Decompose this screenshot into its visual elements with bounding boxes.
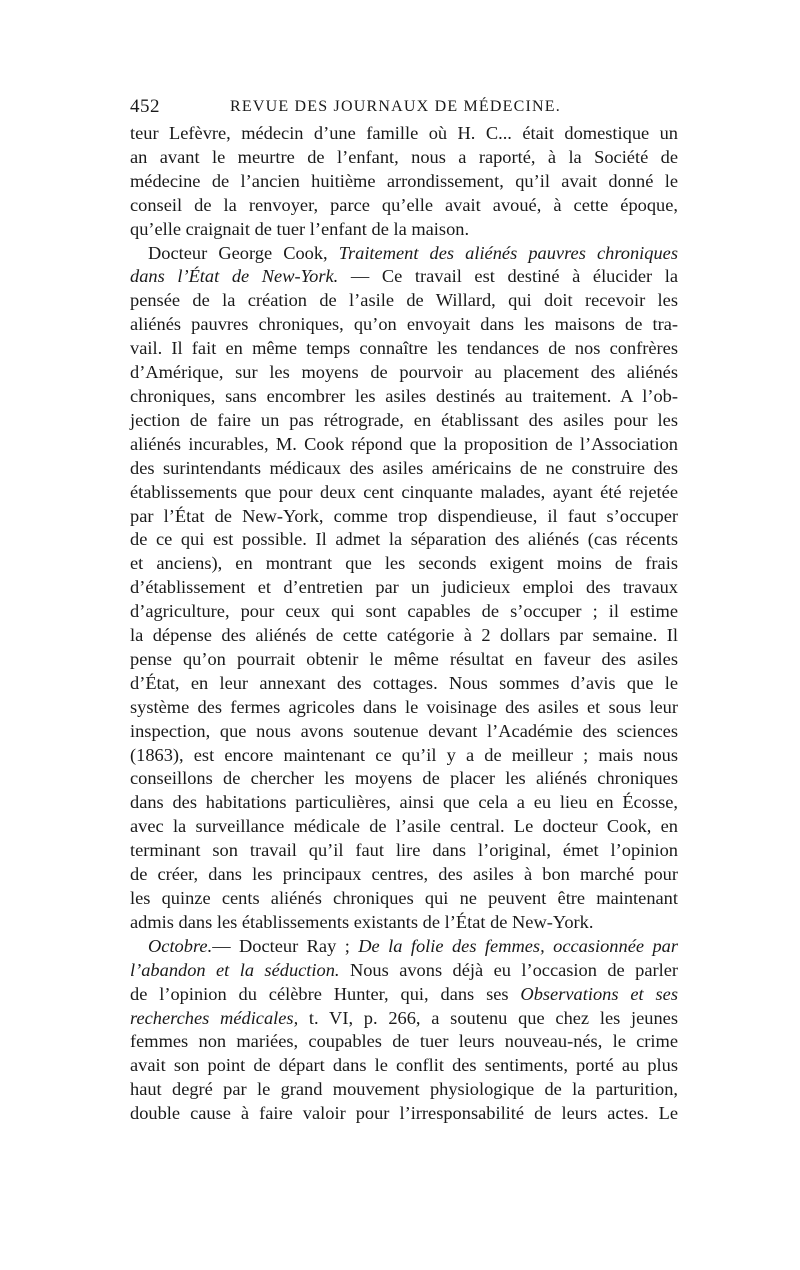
text-segment: de créer, dans les principaux centres, des asiles à bon marché pour	[130, 864, 678, 885]
text-line	[130, 839, 678, 863]
text-segment: d’agriculture, pour ceux qui sont capables de s’occuper ; il estime	[130, 601, 678, 622]
text-line	[130, 887, 678, 911]
text-line	[130, 959, 678, 983]
text-segment: la dépense des aliénés de cette catégorie à 2 dollars par semaine. Il	[130, 625, 678, 646]
text-line	[130, 433, 678, 457]
text-segment: haut degré par le grand mouvement physiologique de la parturition,	[130, 1079, 678, 1100]
text-line	[130, 457, 678, 481]
text-segment: Docteur George Cook,	[148, 242, 339, 263]
text-segment: d’Amérique, sur les moyens de pourvoir au placement des aliénés	[130, 362, 678, 383]
text-line	[130, 863, 678, 887]
text-segment: des surintendants médicaux des asiles américains de ne construire des	[130, 457, 678, 478]
text-line	[130, 242, 678, 266]
text-segment: par l’État de New-York, comme trop dispendieuse, il faut s’occuper	[130, 505, 678, 526]
text-segment: de l’opinion du célèbre Hunter, qui, dans ses	[130, 983, 521, 1004]
italic-text: Octobre.	[148, 935, 213, 956]
text-line	[130, 911, 678, 935]
italic-text: Traitement des aliénés pauvres chroniques	[338, 242, 679, 263]
text-segment: admis dans les établissements existants de l’État de New-York.	[130, 911, 594, 932]
text-segment: t. VI, p. 266, a soutenu que chez les jeunes	[298, 1007, 678, 1028]
text-segment: — Ce travail est destiné à élucider la	[338, 266, 678, 287]
text-segment: et anciens), en montrant que les seconds exigent moins de frais	[130, 553, 678, 574]
text-segment: aliénés pauvres chroniques, qu’on envoyait dans les maisons de tra-	[130, 314, 678, 335]
text-line	[130, 791, 678, 815]
text-segment: an avant le meurtre de l’enfant, nous a raporté, à la Société de	[130, 146, 678, 167]
text-segment: — Docteur Ray ;	[212, 935, 359, 956]
text-line	[130, 648, 678, 672]
italic-text: recherches médicales,	[130, 1007, 299, 1028]
text-line	[130, 720, 678, 744]
text-segment: pense qu’on pourrait obtenir le même résultat en faveur des asiles	[130, 648, 678, 669]
text-segment: (1863), est encore maintenant ce qu’il y a de meilleur ; mais nous	[130, 744, 678, 765]
text-line	[130, 1007, 678, 1031]
text-line	[130, 409, 678, 433]
page-number: 452	[130, 96, 160, 117]
text-segment: avait son point de départ dans le conflit des sentiments, porté au plus	[130, 1055, 678, 1076]
text-line	[130, 337, 678, 361]
text-segment: conseil de la renvoyer, parce qu’elle avait avoué, à cette époque,	[130, 194, 678, 215]
text-segment: terminant son travail qu’il faut lire dans l’original, émet l’opinion	[130, 840, 678, 861]
text-segment: système des fermes agricoles dans le voisinage des asiles et sous leur	[130, 696, 678, 717]
text-line	[130, 1078, 678, 1102]
text-line	[130, 600, 678, 624]
text-segment: de ce qui est possible. Il admet la séparation des aliénés (cas récents	[130, 529, 678, 550]
text-segment: vail. Il fait en même temps connaître les tendances de nos confrères	[130, 338, 678, 359]
text-segment: inspection, que nous avons soutenue devant l’Académie des sciences	[130, 720, 678, 741]
text-line	[130, 1102, 678, 1126]
italic-text: De la folie des femmes, occasionnée par	[358, 935, 678, 956]
text-line	[130, 122, 678, 146]
text-segment: conseillons de chercher les moyens de placer les aliénés chroniques	[130, 768, 678, 789]
text-segment: pensée de la création de l’asile de Willard, qui doit recevoir les	[130, 290, 678, 311]
text-segment: dans des habitations particulières, ainsi que cela a eu lieu en Écosse,	[130, 792, 678, 813]
italic-text: dans l’État de New-York.	[130, 266, 339, 287]
text-line	[130, 576, 678, 600]
text-segment: avec la surveillance médicale de l’asile central. Le docteur Cook, en	[130, 816, 678, 837]
running-title: REVUE DES JOURNAUX DE MÉDECINE.	[230, 98, 561, 115]
text-line	[130, 672, 678, 696]
text-line	[130, 481, 678, 505]
text-segment: teur Lefèvre, médecin d’une famille où H. C... était domestique un	[130, 123, 678, 143]
text-line	[130, 218, 678, 242]
text-segment: d’État, en leur annexant des cottages. Nous sommes d’avis que le	[130, 672, 678, 693]
text-line	[130, 767, 678, 791]
text-segment: double cause à faire valoir pour l’irresponsabilité de leurs actes. Le	[130, 1103, 678, 1124]
text-line	[130, 194, 678, 218]
text-segment: jection de faire un pas rétrograde, en établissant des asiles pour les	[130, 409, 678, 430]
text-line	[130, 1030, 678, 1054]
text-segment: chroniques, sans encombrer les asiles destinés au traitement. A l’ob-	[130, 385, 678, 406]
text-line	[130, 1054, 678, 1078]
text-segment: médecine de l’ancien huitième arrondissement, qu’il avait donné le	[130, 170, 678, 191]
body-text	[130, 122, 678, 1126]
text-line	[130, 935, 678, 959]
text-line	[130, 528, 678, 552]
text-line	[130, 361, 678, 385]
italic-text: l’abandon et la séduction.	[130, 959, 340, 980]
text-line	[130, 385, 678, 409]
text-line	[130, 265, 678, 289]
text-line	[130, 983, 678, 1007]
running-head	[130, 92, 678, 122]
text-line	[130, 289, 678, 313]
text-line	[130, 505, 678, 529]
text-line	[130, 624, 678, 648]
text-segment: les quinze cents aliénés chroniques qui ne peuvent être maintenant	[130, 888, 678, 908]
text-segment: qu’elle craignait de tuer l’enfant de la maison.	[130, 218, 470, 239]
text-segment: établissements que pour deux cent cinquante malades, ayant été rejetée	[130, 481, 678, 502]
text-line	[130, 552, 678, 576]
text-segment: Nous avons déjà eu l’occasion de parler	[339, 959, 679, 980]
text-line	[130, 696, 678, 720]
text-segment: d’établissement et d’entretien par un judicieux emploi des travaux	[130, 577, 678, 598]
text-line	[130, 146, 678, 170]
text-segment: aliénés incurables, M. Cook répond que la proposition de l’Association	[130, 433, 678, 454]
text-line	[130, 744, 678, 768]
italic-text: Observations et ses	[520, 983, 678, 1004]
text-line	[130, 170, 678, 194]
text-segment: femmes non mariées, coupables de tuer leurs nouveau-nés, le crime	[130, 1031, 678, 1052]
text-line	[130, 815, 678, 839]
book-page	[130, 92, 678, 1126]
text-line	[130, 313, 678, 337]
